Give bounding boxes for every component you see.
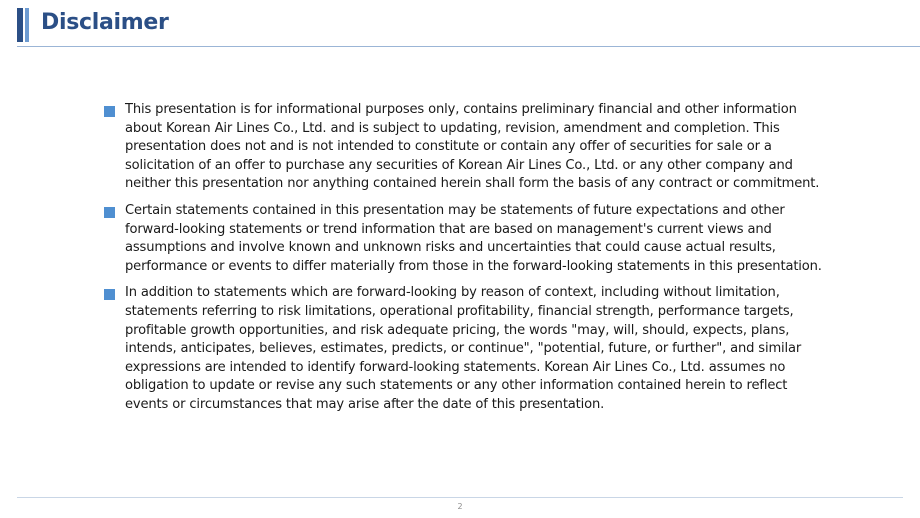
paragraph-text: In addition to statements which are forward-looking by reason of context, including without limitation, statements referring to risk limitations, operational profitability, financial strength, performance targets, profitable growth opportunities, and risk adequate pricing, the words "may, will, should, expects, plans, intends, anticipates, believes, estimates, predicts, or continue", "potential, future, or further", and similar expressions are intended to identify forward-looking statements. Korean Air Lines Co., Ltd. assumes no obligation to update or revise any such statements or any other information contained herein to reflect events or circumstances that may arise after the date of this presentation. [125,285,802,412]
paragraph-text: This presentation is for informational purposes only, contains preliminary financial and other information about Korean Air Lines Co., Ltd. and is subject to updating, revision, amendment and completion. This presentation does not and is not intended to constitute or contain any offer of securities for sale or a solicitation of an offer to purchase any securities of Korean Air Lines Co., Ltd. or any other company and neither this presentation nor anything contained herein shall form the basis of any contract or commitment. [125,102,820,192]
paragraph-text: Certain statements contained in this presentation may be statements of future expectations and other forward-looking statements or trend information that are based on management's current views and assumptions and involve known and unknown risks and uncertainties that could cause actual results, performance or events to differ materially from those in the forward-looking statements in this presentation. [125,202,822,274]
footer-divider [17,497,903,498]
square-bullet-icon [104,207,115,218]
square-bullet-icon [104,106,115,117]
page-number: 2 [457,502,463,511]
disclaimer-body [104,101,824,423]
header-divider [17,46,920,47]
title-accent-bar [17,8,23,42]
title-accent-bar-light [25,8,29,42]
disclaimer-paragraph-informational [104,101,824,194]
square-bullet-icon [104,289,115,300]
disclaimer-paragraph-context [104,284,824,414]
slide-header [0,0,920,50]
disclaimer-paragraph-forward-looking [104,202,824,276]
page-title: Disclaimer [41,10,169,35]
